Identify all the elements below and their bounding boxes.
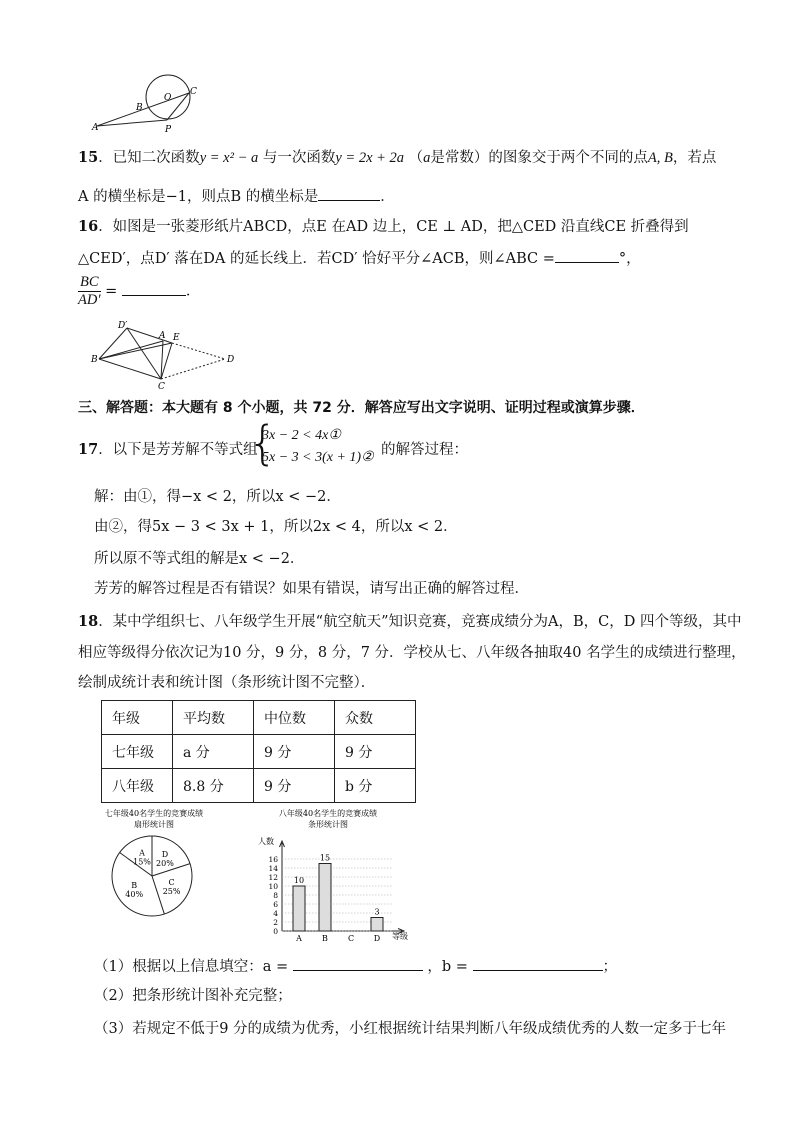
y-tick-label: 2 (273, 918, 278, 927)
chart-subtitle: 条形统计图 (308, 820, 348, 829)
table-header-row (102, 701, 416, 735)
fig-label-B: B (91, 355, 98, 365)
pie-slice-label: D (161, 850, 169, 860)
q16-line2: △CED′，点D′ 落在DA 的延长线上．若CD′ 恰好平分∠ACB，则∠ABC = °， (78, 248, 641, 269)
answer-blank[interactable] (555, 248, 619, 263)
pie-slice-label: C (168, 877, 175, 887)
q17-after: 的解答过程： (381, 442, 468, 458)
fig-label-P: P (165, 125, 172, 134)
chart-title: 八年级40名学生的竞赛成绩 (278, 809, 378, 818)
pie-slice-label: A (139, 848, 145, 858)
q17-step2: 由②，得5x − 3 < 3x + 1，所以2x < 4，所以x < 2． (94, 519, 458, 535)
rhombus-figure (90, 318, 240, 390)
table-cell: 八年级 (102, 769, 173, 803)
table-header: 中位数 (254, 701, 335, 735)
pie-chart (82, 806, 232, 918)
table-row (102, 735, 416, 769)
q17-question: 芳芳的解答过程是否有错误？如果有错误，请写出正确的解答过程． (94, 581, 529, 597)
table-cell: 9 分 (254, 735, 335, 769)
q18-line2: 相应等级得分依次记为10 分，9 分，8 分，7 分．学校从七、八年级各抽取40 名学生的成绩进行整理， (78, 645, 746, 661)
fraction: $\frac{BC}{AD'}$ (78, 274, 101, 308)
table-cell: b 分 (335, 769, 416, 803)
x-tick-label: B (322, 934, 328, 943)
inequality-2: 5x − 3 < 3(x + 1)② (262, 450, 374, 465)
fig-label-C: C (158, 382, 165, 390)
pie-slice-pct: 20% (156, 859, 174, 869)
answer-blank[interactable] (122, 281, 186, 296)
fig-label-D-prime: D′ (118, 321, 128, 331)
q18-part1: （1）根据以上信息填空：a = ，b = ； (94, 956, 617, 977)
data-label: 15 (319, 853, 331, 863)
q17-intro: 17．以下是芳芳解不等式组 (78, 441, 258, 458)
x-tick-label: C (347, 934, 355, 943)
table-cell: 七年级 (102, 735, 173, 769)
pie-title: 七年级40名学生的竞赛成绩 (104, 809, 204, 818)
q17-step3: 所以原不等式组的解是x < −2． (94, 551, 305, 567)
q16-line3: $\frac{BC}{AD'}$ = ． (78, 274, 201, 308)
y-tick-label: 10 (268, 882, 278, 891)
table-header: 年级 (102, 701, 173, 735)
y-tick-label: 0 (273, 927, 278, 936)
table-header: 平均数 (173, 701, 254, 735)
answer-blank[interactable] (318, 186, 380, 201)
fig-label-E: E (173, 333, 180, 343)
inequality-system (262, 425, 374, 469)
q18-line1: 18．某中学组织七、八年级学生开展“航空航天”知识竞赛，竞赛成绩分为A，B，C，D 四个等级，其中 (78, 613, 742, 630)
y-tick-label: 6 (273, 900, 278, 909)
table-header: 众数 (335, 701, 416, 735)
answer-blank-a[interactable] (293, 956, 423, 971)
table-cell: a 分 (173, 735, 254, 769)
answer-blank-b[interactable] (473, 956, 603, 971)
pie-slice-label: B (131, 880, 138, 890)
y-tick-label: 12 (268, 873, 278, 882)
y-tick-label: 4 (273, 909, 278, 918)
q15-line2: A 的横坐标是−1，则点B 的横坐标是 ． (78, 186, 395, 207)
table-row (102, 769, 416, 803)
bar-D (371, 918, 383, 932)
fig-label-C: C (190, 87, 197, 97)
y-tick-label: 8 (273, 891, 278, 900)
inequality-1: 3x − 2 < 4x① (262, 428, 341, 443)
stats-table (101, 700, 416, 803)
fig-label-A: A (92, 123, 99, 133)
pie-slice-pct: 25% (162, 886, 181, 896)
bar-A (293, 886, 305, 931)
table-cell: 8.8 分 (173, 769, 254, 803)
q18-part2: （2）把条形统计图补充完整； (94, 988, 292, 1004)
q17-step1: 解：由①，得−x < 2，所以x < −2． (94, 489, 341, 505)
x-tick-label: A (296, 934, 302, 943)
y-axis-label: 人数 (258, 837, 274, 846)
x-tick-label: D (373, 934, 381, 943)
table-cell: 9 分 (254, 769, 335, 803)
pie-slice-pct: 40% (125, 889, 144, 899)
y-tick-label: 16 (268, 855, 278, 864)
fig-label-B: B (136, 103, 143, 113)
fig-label-D: D (227, 355, 235, 365)
x-axis-label: 等级 (392, 932, 408, 941)
bar-B (319, 864, 331, 932)
bar-chart (252, 806, 422, 946)
q18-part3: （3）若规定不低于9 分的成绩为优秀，小红根据统计结果判断八年级成绩优秀的人数一定多于七年 (94, 1021, 727, 1037)
circle-figure (88, 72, 208, 134)
y-tick-label: 14 (268, 864, 278, 873)
table-cell: 9 分 (335, 735, 416, 769)
q18-line3: 绘制成统计表和统计图（条形统计图不完整）． (78, 675, 376, 691)
q15-line1: 15．已知二次函数y = x² − a 与一次函数y = 2x + 2a （a是常数）的图象交于两个不同的点A, B，若点 (78, 149, 717, 166)
fig-label-O: O (164, 93, 172, 103)
pie-slice-pct: 15% (133, 857, 151, 867)
pie-subtitle: 扇形统计图 (134, 820, 174, 829)
system-brace: { (248, 416, 278, 470)
q16-line1: 16．如图是一张菱形纸片ABCD，点E 在AD 边上，CE ⊥ AD，把△CED 沿直线CE 折叠得到 (78, 218, 689, 235)
data-label: 3 (374, 907, 380, 917)
section-heading: 三、解答题：本大题有 8 个小题，共 72 分．解答应写出文字说明、证明过程或演算步骤． (78, 400, 645, 416)
fig-label-A: A (159, 331, 166, 341)
data-label: 10 (293, 876, 305, 885)
